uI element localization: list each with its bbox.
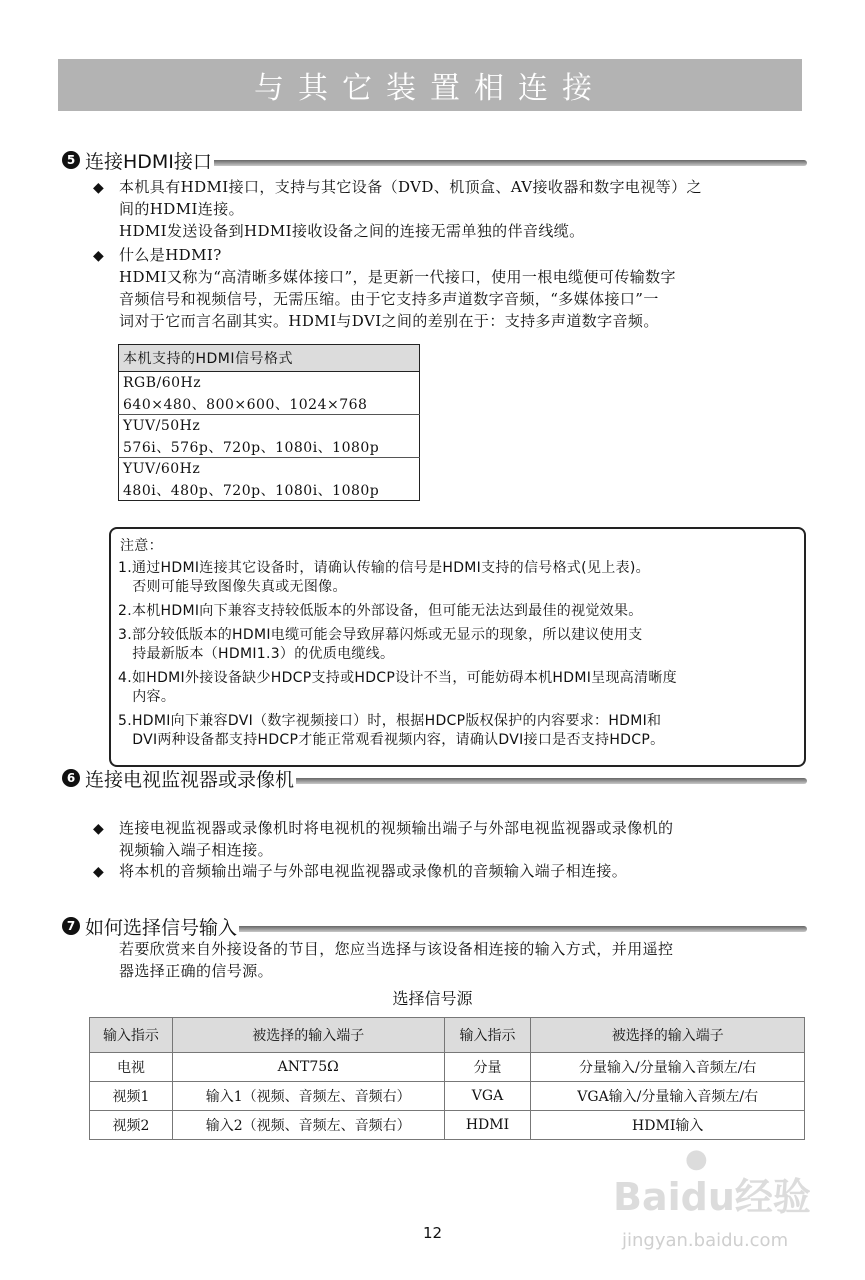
- table-cell: YUV/50Hz: [123, 417, 201, 434]
- table-row: [90, 1053, 805, 1082]
- page-number: 12: [422, 1224, 443, 1242]
- table-header-cell: 输入指示: [90, 1018, 173, 1053]
- table-header-row: [119, 345, 420, 372]
- table-header-cell: 本机支持的HDMI信号格式: [119, 345, 420, 372]
- table-cell: 输入2（视频、音频左、音频右）: [172, 1111, 444, 1140]
- tv-bullet2: [119, 860, 627, 882]
- notice-box: [109, 527, 806, 767]
- table-header-row: [90, 1018, 805, 1053]
- text-line: 视频输入端子相连接。: [119, 841, 274, 859]
- table-cell: VGA: [444, 1082, 531, 1111]
- text-line: 什么是HDMI?: [119, 246, 222, 264]
- table-cell: 576i、576p、720p、1080i、1080p: [119, 436, 420, 458]
- text-line: 器选择正确的信号源。: [119, 962, 274, 980]
- section-hdmi-heading: [62, 148, 807, 172]
- hdmi-bullet2: [119, 244, 676, 332]
- bullet-icon: ◆: [93, 821, 104, 837]
- text-line: 连接电视监视器或录像机时将电视机的视频输出端子与外部电视监视器或录像机的: [119, 819, 674, 837]
- section-number-badge: 7: [62, 917, 80, 935]
- section-title: 如何选择信号输入: [85, 916, 238, 939]
- table-row: [119, 415, 420, 437]
- page-title: 与其它装置相连接: [254, 71, 606, 106]
- notice-line: 内容。: [118, 689, 176, 705]
- notice-list: [118, 559, 677, 750]
- section-title: 连接电视监视器或录像机: [85, 768, 295, 791]
- text-line: 词对于它而言名副其实。HDMI与DVI之间的差别在于：支持多声道数字音频。: [119, 312, 659, 330]
- bullet-icon: ◆: [93, 180, 104, 196]
- notice-line: DVI两种设备都支持HDCP才能正常观看视频内容，请确认DVI接口是否支持HDCP。: [118, 732, 665, 748]
- table-row: [119, 479, 420, 501]
- table-header-cell: 被选择的输入端子: [172, 1018, 444, 1053]
- section-number-badge: 5: [62, 151, 80, 169]
- page-header-banner: [58, 59, 802, 111]
- section-source-heading: [62, 914, 807, 938]
- table-cell: VGA输入/分量输入音频左/右: [531, 1082, 805, 1111]
- watermark-brand-text: Baidu经验: [613, 1175, 811, 1219]
- notice-line: 2.本机HDMI向下兼容支持较低版本的外部设备，但可能无法达到最佳的视觉效果。: [118, 603, 643, 619]
- text-line: 将本机的音频输出端子与外部电视监视器或录像机的音频输入端子相连接。: [119, 862, 628, 880]
- paw-icon: ●: [685, 1144, 708, 1174]
- table-cell: ANT75Ω: [172, 1053, 444, 1082]
- source-paragraph: [119, 938, 673, 982]
- text-line: 若要欣赏来自外接设备的节目，您应当选择与该设备相连接的输入方式，并用遥控: [119, 940, 674, 958]
- notice-line: 否则可能导致图像失真或无图像。: [118, 579, 347, 595]
- table-row: [119, 393, 420, 415]
- watermark-brand: [613, 1144, 811, 1221]
- section-tv-heading: [62, 766, 807, 790]
- table-cell: RGB/60Hz: [123, 374, 202, 391]
- table-cell: HDMI输入: [531, 1111, 805, 1140]
- table-header-cell: 输入指示: [444, 1018, 531, 1053]
- notice-line: 5.HDMI向下兼容DVI（数字视频接口）时，根据HDCP版权保护的内容要求：HDMI和: [118, 713, 662, 729]
- table-cell: YUV/60Hz: [123, 460, 201, 477]
- hdmi-format-table: [118, 344, 420, 501]
- section-title: 连接HDMI接口: [85, 150, 212, 173]
- table-cell: HDMI: [444, 1111, 531, 1140]
- table-cell: 分量: [444, 1053, 531, 1082]
- text-line: 间的HDMI连接。: [119, 200, 244, 218]
- text-line: HDMI发送设备到HDMI接收设备之间的连接无需单独的伴音线缆。: [119, 222, 585, 240]
- notice-title: 注意：: [120, 538, 163, 554]
- hdmi-bullet1: [119, 176, 702, 242]
- table-row: [119, 372, 420, 394]
- signal-source-table: [89, 1017, 805, 1140]
- tv-bullet1: [119, 817, 673, 861]
- notice-line: 3.部分较低版本的HDMI电缆可能会导致屏幕闪烁或无显示的现象，所以建议使用支: [118, 627, 643, 643]
- section-rule: [214, 160, 807, 166]
- table-cell: 输入1（视频、音频左、音频右）: [172, 1082, 444, 1111]
- section-rule: [296, 778, 807, 784]
- table-cell: 视频1: [90, 1082, 173, 1111]
- text-line: HDMI又称为“高清晰多媒体接口”，是更新一代接口，使用一根电缆便可传输数字: [119, 268, 676, 286]
- notice-line: 持最新版本（HDMI1.3）的优质电缆线。: [118, 646, 395, 662]
- table-row: [90, 1111, 805, 1140]
- table-cell: 640×480、800×600、1024×768: [119, 393, 420, 415]
- bullet-icon: ◆: [93, 248, 104, 264]
- table-row: [119, 458, 420, 480]
- section-number-badge: 6: [62, 769, 80, 787]
- table-row: [90, 1082, 805, 1111]
- bullet-icon: ◆: [93, 864, 104, 880]
- table-cell: 分量输入/分量输入音频左/右: [531, 1053, 805, 1082]
- table-cell: 电视: [90, 1053, 173, 1082]
- notice-line: 1.通过HDMI连接其它设备时，请确认传输的信号是HDMI支持的信号格式(见上表)。: [118, 560, 650, 576]
- table-row: [119, 436, 420, 458]
- table-cell: 视频2: [90, 1111, 173, 1140]
- section-rule: [239, 926, 807, 932]
- notice-line: 4.如HDMI外接设备缺少HDCP支持或HDCP设计不当，可能妨碍本机HDMI呈现高清晰度: [118, 670, 677, 686]
- table-cell: 480i、480p、720p、1080i、1080p: [123, 482, 380, 499]
- watermark-url: jingyan.baidu.com: [622, 1230, 789, 1251]
- text-line: 音频信号和视频信号，无需压缩。由于它支持多声道数字音频，“多媒体接口”一: [119, 290, 659, 308]
- text-line: 本机具有HDMI接口，支持与其它设备（DVD、机顶盒、AV接收器和数字电视等）之: [119, 178, 702, 196]
- table-caption: 选择信号源: [392, 989, 473, 1008]
- table-header-cell: 被选择的输入端子: [531, 1018, 805, 1053]
